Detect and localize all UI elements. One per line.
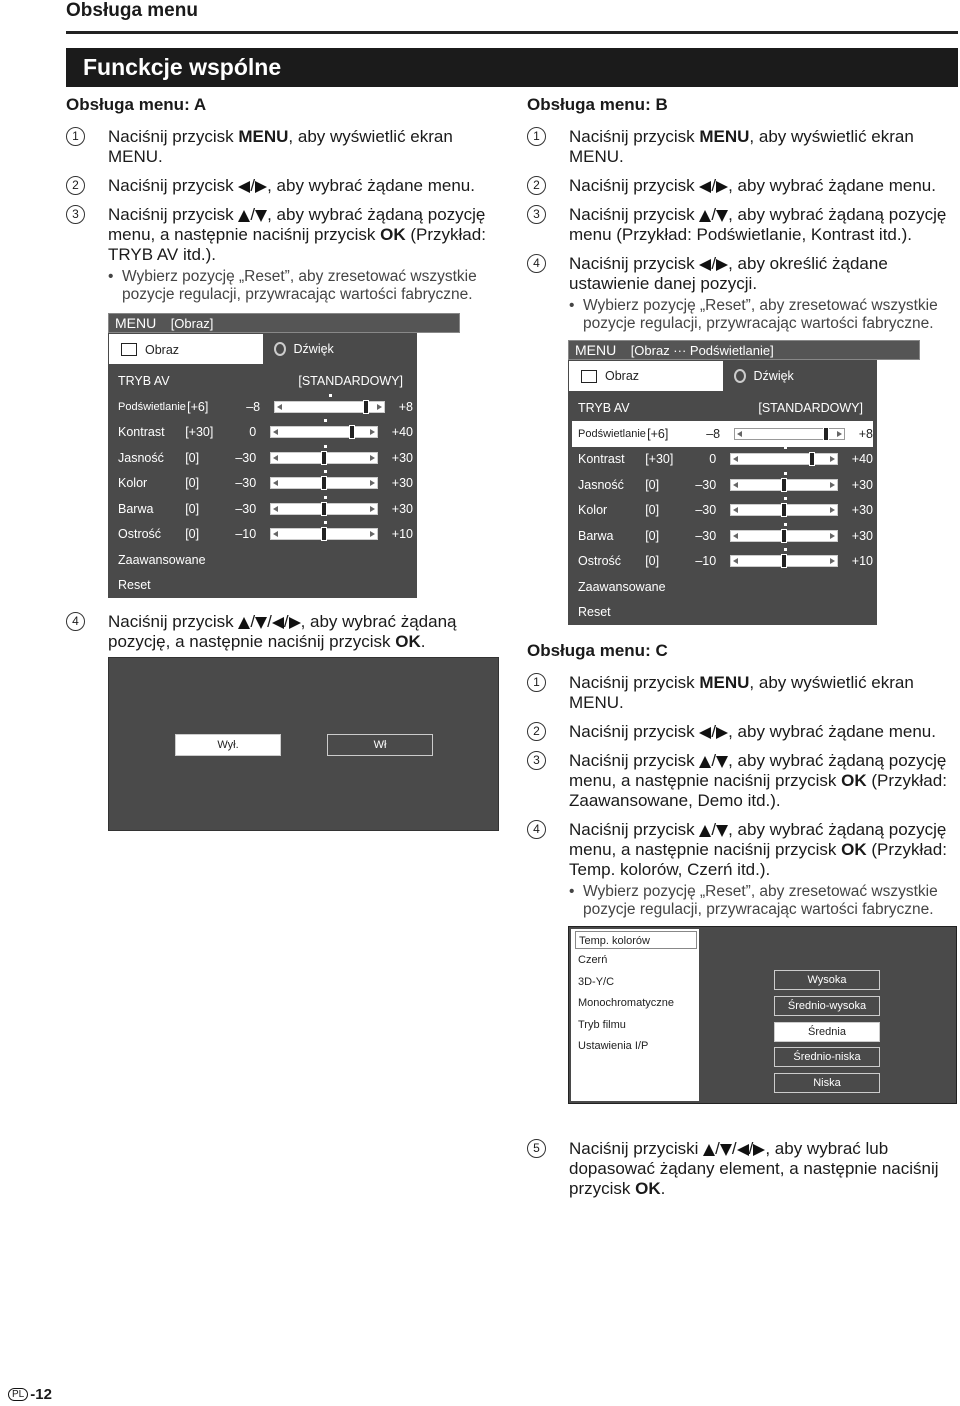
row-jasnosc[interactable]: Jasność [0] –30 +30 <box>112 445 413 471</box>
tv-menu-screen-b <box>568 340 920 362</box>
slider[interactable] <box>730 453 838 465</box>
step-number: 4 <box>66 612 85 631</box>
row-kolor[interactable]: Kolor [0] –30 +30 <box>112 471 413 497</box>
list-item-temp-kolorow[interactable]: Temp. kolorów <box>575 931 697 949</box>
tab-dzwiek[interactable]: Dźwięk <box>264 333 417 365</box>
row-barwa[interactable]: Barwa [0] –30 +30 <box>112 496 413 522</box>
menu-c-bullet: • Wybierz pozycję „Reset”, aby zresetować wszystkie pozycje regulacji, przywracając wartości fabryczne. <box>527 883 959 919</box>
tab-obraz[interactable]: Obraz <box>109 334 263 364</box>
slider[interactable] <box>734 428 845 440</box>
row-podswietlanie[interactable]: Podświetlanie [+6] –8 +8 <box>572 421 873 447</box>
row-kontrast[interactable]: Kontrast [+30] 0 +40 <box>572 447 873 473</box>
right-arrow-icon <box>753 1144 765 1156</box>
list-item-monochromatyczne[interactable]: Monochromatyczne <box>578 997 674 1009</box>
down-arrow-icon <box>716 756 728 768</box>
page-header: Obsługa menu <box>66 0 198 21</box>
menu-b-title: Obsługa menu: B <box>527 95 668 114</box>
left-arrow-icon <box>238 181 250 193</box>
menu-c-step-4: 4 Naciśnij przycisk / , aby wybrać żądaną pozycję menu, a następnie naciśnij przycisk OK (Przykład: Temp. kolorów, Czerń itd.). <box>527 820 959 880</box>
row-kolor[interactable]: Kolor [0] –30 +30 <box>572 498 873 524</box>
option-srednio-niska[interactable]: Średnio-niska <box>774 1047 880 1067</box>
left-arrow-icon <box>699 259 711 271</box>
menu-a-step-1: 1 Naciśnij przycisk MENU, aby wyświetlić ekran MENU. <box>66 127 498 167</box>
on-button[interactable]: Wł <box>327 734 433 756</box>
tab-dzwiek[interactable]: Dźwięk <box>724 360 877 392</box>
tv-screen-color-temp <box>568 926 957 1104</box>
right-arrow-icon <box>289 617 301 629</box>
slider[interactable] <box>730 530 838 542</box>
right-arrow-icon <box>255 181 267 193</box>
left-arrow-icon <box>737 1144 749 1156</box>
menu-b-step-2: 2 Naciśnij przycisk / , aby wybrać żądane menu. <box>527 176 959 196</box>
slider[interactable] <box>730 504 838 516</box>
left-arrow-icon <box>699 181 711 193</box>
menu-a-bullet: • Wybierz pozycję „Reset”, aby zresetować wszystkie pozycje regulacji, przywracając wartości fabryczne. <box>66 268 498 304</box>
column-menu-c <box>527 641 959 919</box>
option-srednio-wysoka[interactable]: Średnio-wysoka <box>774 996 880 1016</box>
row-zaawansowane[interactable]: Zaawansowane <box>118 552 206 567</box>
slider[interactable] <box>270 452 378 464</box>
down-arrow-icon <box>716 825 728 837</box>
right-arrow-icon <box>716 181 728 193</box>
slider[interactable] <box>270 477 378 489</box>
tv-menu-topbar: MENU [Obraz] <box>108 313 460 333</box>
row-jasnosc[interactable]: Jasność [0] –30 +30 <box>572 472 873 498</box>
up-arrow-icon <box>699 756 711 768</box>
row-podswietlanie[interactable]: Podświetlanie [+6] –8 +8 <box>112 394 413 420</box>
step-number: 2 <box>66 176 85 195</box>
menu-c-title: Obsługa menu: C <box>527 641 668 660</box>
picture-icon <box>581 370 597 383</box>
row-reset[interactable]: Reset <box>118 578 151 593</box>
slider[interactable] <box>730 555 838 567</box>
page-footer <box>8 1386 52 1403</box>
menu-c-step-5: 5 Naciśnij przyciski / / / , aby wybrać lub dopasować żądany element, a następnie naciśnij przycisk OK. <box>527 1139 959 1199</box>
down-arrow-icon <box>720 1144 732 1156</box>
option-wysoka[interactable]: Wysoka <box>774 970 880 990</box>
tv-menu-list-a <box>108 365 417 598</box>
slider[interactable] <box>274 401 385 413</box>
up-arrow-icon <box>238 617 250 629</box>
right-arrow-icon <box>716 259 728 271</box>
step-number: 1 <box>66 127 85 146</box>
row-zaawansowane[interactable]: Zaawansowane <box>578 579 666 594</box>
row-barwa[interactable]: Barwa [0] –30 +30 <box>572 523 873 549</box>
menu-a-title: Obsługa menu: A <box>66 95 207 114</box>
column-menu-b <box>527 95 959 333</box>
list-item-czern[interactable]: Czerń <box>578 954 608 966</box>
option-srednia[interactable]: Średnia <box>774 1022 880 1042</box>
tv-screen-onoff <box>108 657 499 831</box>
option-niska[interactable]: Niska <box>774 1073 880 1093</box>
row-ostrosc[interactable]: Ostrość [0] –10 +10 <box>572 549 873 575</box>
row-reset[interactable]: Reset <box>578 605 611 620</box>
down-arrow-icon <box>255 617 267 629</box>
tv-menu-tabs-a <box>108 333 417 365</box>
speaker-icon <box>734 369 746 383</box>
menu-c-step-2: 2 Naciśnij przycisk / , aby wybrać żądane menu. <box>527 722 959 742</box>
down-arrow-icon <box>716 210 728 222</box>
row-kontrast[interactable]: Kontrast [+30] 0 +40 <box>112 420 413 446</box>
right-arrow-icon <box>716 727 728 739</box>
left-arrow-icon <box>272 617 284 629</box>
tv-menu-list-b <box>568 392 877 625</box>
menu-a-step-4: 4 Naciśnij przycisk / / / , aby wybrać żądaną pozycję, a następnie naciśnij przycisk OK. <box>66 612 498 652</box>
menu-b-step-4: 4 Naciśnij przycisk / , aby określić żądane ustawienie danej pozycji. <box>527 254 959 294</box>
speaker-icon <box>274 342 286 356</box>
tv-menu-topbar: MENU [Obraz ··· Podświetlanie] <box>568 340 920 360</box>
slider[interactable] <box>730 479 838 491</box>
menu-c-step-1: 1 Naciśnij przycisk MENU, aby wyświetlić ekran MENU. <box>527 673 959 713</box>
down-arrow-icon <box>255 210 267 222</box>
header-rule <box>66 31 958 34</box>
slider[interactable] <box>270 528 378 540</box>
slider[interactable] <box>270 503 378 515</box>
language-badge: PL <box>8 1388 28 1401</box>
menu-a-step-2: 2 Naciśnij przycisk / , aby wybrać żądane menu. <box>66 176 498 196</box>
menu-c-step-3: 3 Naciśnij przycisk / , aby wybrać żądaną pozycję menu, a następnie naciśnij przycisk OK (Przykład: Zaawansowane, Demo itd.). <box>527 751 959 811</box>
off-button[interactable]: Wył. <box>175 734 281 756</box>
up-arrow-icon <box>699 825 711 837</box>
menu-b-step-1: 1 Naciśnij przycisk MENU, aby wyświetlić ekran MENU. <box>527 127 959 167</box>
up-arrow-icon <box>703 1144 715 1156</box>
column-menu-a <box>66 95 498 304</box>
row-ostrosc[interactable]: Ostrość [0] –10 +10 <box>112 522 413 548</box>
tv-menu-tabs-b <box>568 360 877 392</box>
slider[interactable] <box>270 426 378 438</box>
row-tryb-av[interactable]: TRYB AV [STANDARDOWY] <box>118 374 403 388</box>
menu-b-step-3: 3 Naciśnij przycisk / , aby wybrać żądaną pozycję menu (Przykład: Podświetlanie, Kontrast itd.). <box>527 205 959 245</box>
list-item-3d-yc[interactable]: 3D-Y/C <box>578 976 615 988</box>
left-arrow-icon <box>699 727 711 739</box>
row-tryb-av[interactable]: TRYB AV [STANDARDOWY] <box>578 401 863 415</box>
list-item-tryb-filmu[interactable]: Tryb filmu <box>578 1019 626 1031</box>
step-number: 3 <box>66 205 85 224</box>
menu-b-bullet: • Wybierz pozycję „Reset”, aby zresetować wszystkie pozycje regulacji, przywracając wartości fabryczne. <box>527 297 959 333</box>
picture-icon <box>121 343 137 356</box>
up-arrow-icon <box>238 210 250 222</box>
list-item-ustawienia-ip[interactable]: Ustawienia I/P <box>578 1040 649 1052</box>
tab-obraz[interactable]: Obraz <box>569 361 723 391</box>
up-arrow-icon <box>699 210 711 222</box>
page-number: -12 <box>30 1386 52 1403</box>
menu-a-step-3: 3 Naciśnij przycisk / , aby wybrać żądaną pozycję menu, a następnie naciśnij przycisk OK (Przykład: TRYB AV itd.). <box>66 205 498 265</box>
section-title: Funckcje wspólne <box>66 48 958 87</box>
